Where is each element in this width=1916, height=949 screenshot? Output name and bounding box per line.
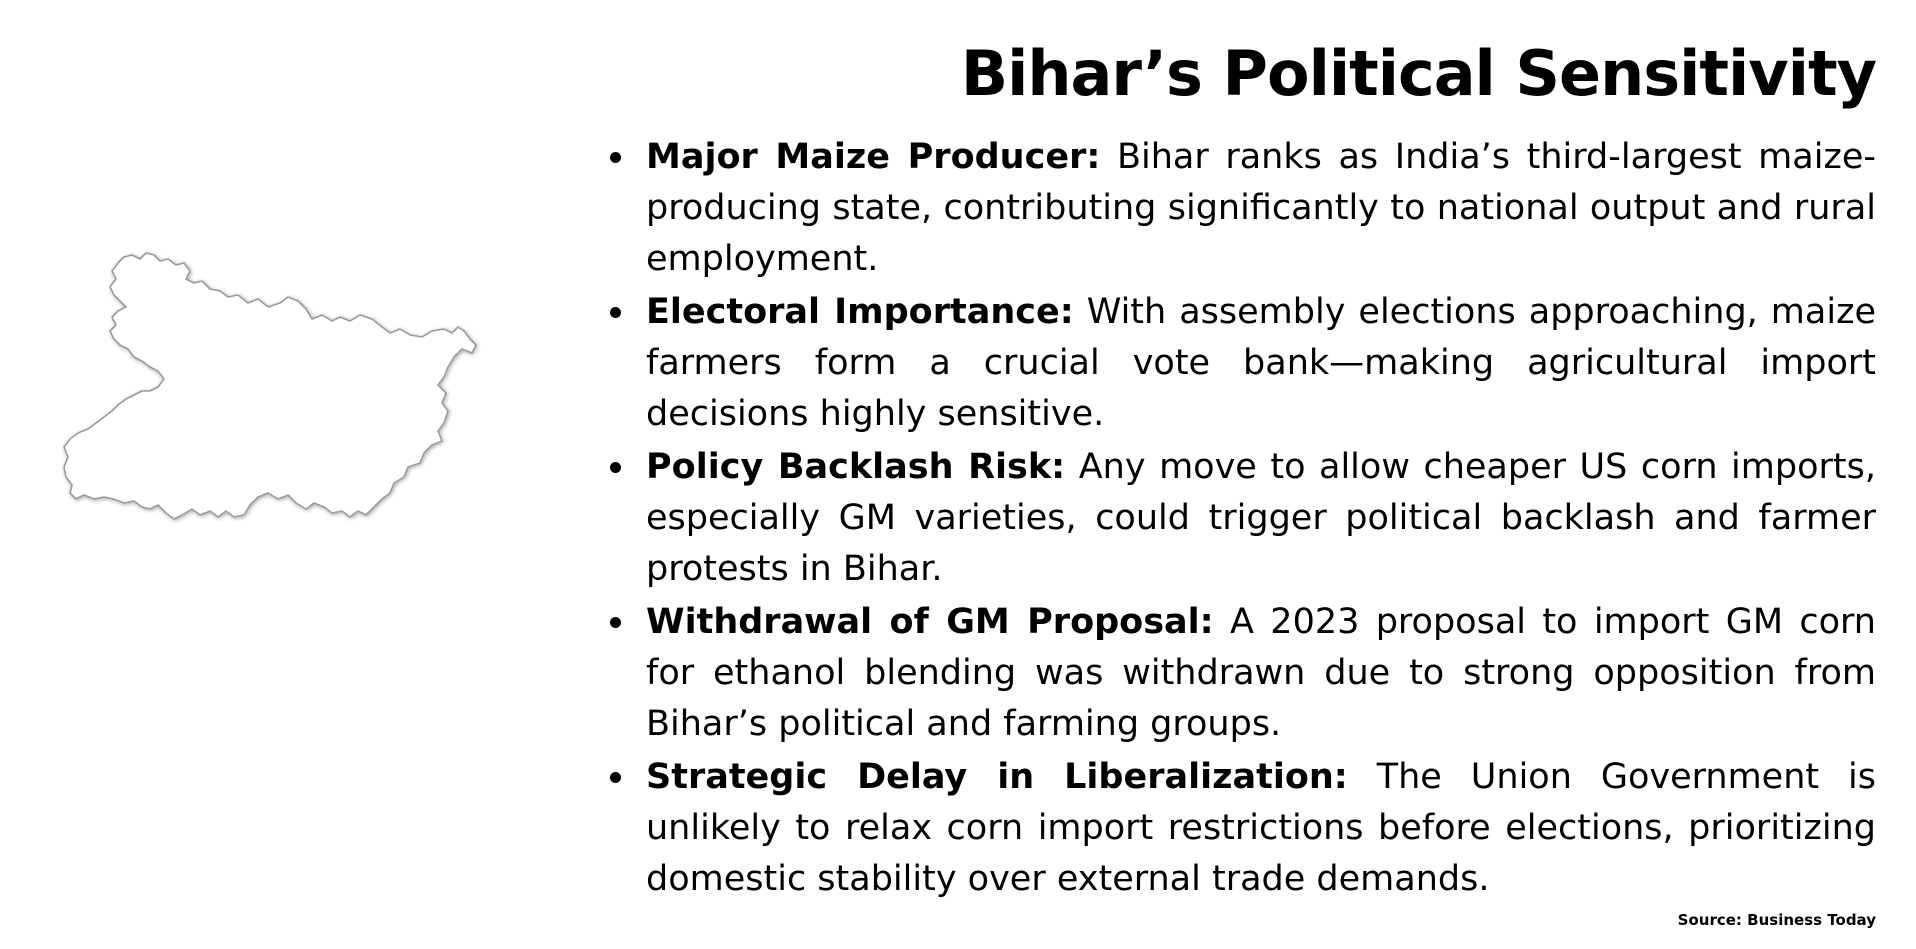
bullet-text: The Union Government is unlikely to relax corn import restrictions before elections, prioritizing domestic stability over external trade demands. <box>646 757 1876 899</box>
list-item <box>596 442 1876 595</box>
bullet-text: With assembly elections approaching, maize farmers form a crucial vote bank—making agricultural import decisions highly sensitive. <box>646 292 1876 434</box>
list-item <box>596 287 1876 440</box>
bullet-dot-icon <box>610 307 621 318</box>
source-value: Business Today <box>1747 911 1876 929</box>
list-item <box>596 132 1876 285</box>
source-credit <box>1678 911 1876 929</box>
bullet-heading: Withdrawal of GM Proposal: <box>646 602 1214 642</box>
bullet-heading: Major Maize Producer: <box>646 137 1101 177</box>
bihar-outline-icon <box>60 245 540 605</box>
bullet-list <box>596 132 1876 907</box>
bullet-dot-icon <box>610 462 621 473</box>
bihar-map <box>60 245 540 605</box>
source-label: Source: <box>1677 911 1742 929</box>
bullet-text: Bihar ranks as India’s third-largest maize-producing state, contributing significantly to national output and rural employment. <box>646 137 1876 279</box>
page-title: Bihar’s Political Sensitivity <box>960 37 1876 110</box>
bullet-heading: Policy Backlash Risk: <box>646 447 1066 487</box>
bullet-text: Any move to allow cheaper US corn imports, especially GM varieties, could trigger political backlash and farmer protests in Bihar. <box>646 447 1876 589</box>
bullet-heading: Electoral Importance: <box>646 292 1074 332</box>
bullet-heading: Strategic Delay in Liberalization: <box>646 757 1348 797</box>
bihar-outline-path <box>64 253 476 519</box>
list-item <box>596 752 1876 905</box>
bullet-dot-icon <box>610 772 621 783</box>
bullet-text: A 2023 proposal to import GM corn for ethanol blending was withdrawn due to strong opposition from Bihar’s political and farming groups. <box>646 602 1876 744</box>
bullet-dot-icon <box>610 617 621 628</box>
list-item <box>596 597 1876 750</box>
bullet-dot-icon <box>610 152 621 163</box>
